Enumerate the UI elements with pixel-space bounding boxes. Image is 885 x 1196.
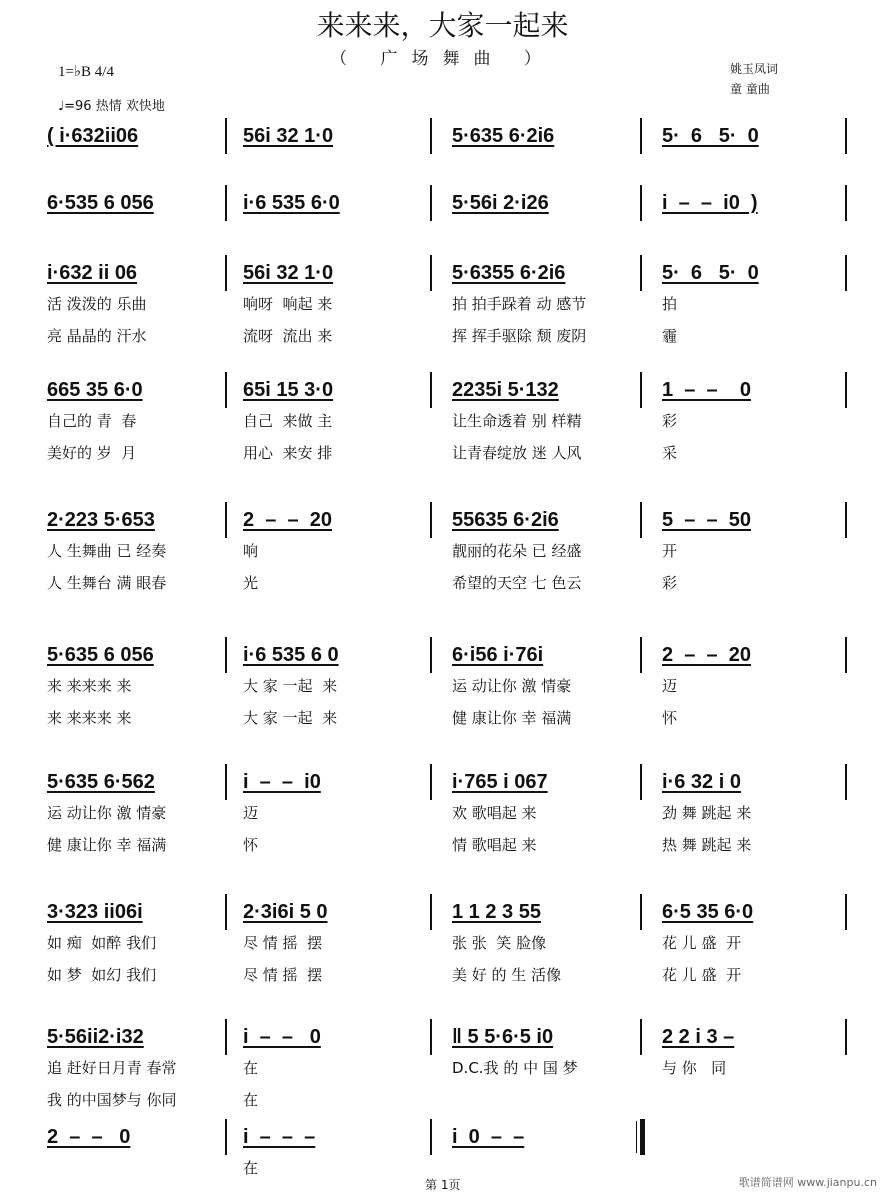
lyric-line-2: 挥 挥手驱除 颓 废阴 (452, 327, 587, 345)
lyric-line-2: 采 (662, 444, 678, 462)
measure-notes: 2235i 5·132 (452, 379, 559, 401)
measure-notes: 6·535 6 056 (47, 192, 154, 214)
measure-notes: 2 2 i 3 – (662, 1026, 735, 1048)
lyric-line-2: 流呀 流出 来 (243, 327, 333, 345)
measure-notes: 65i 15 3·0 (243, 379, 334, 401)
measure-notes: ( i·632ii06 (47, 125, 139, 147)
lyric-line-1: 活 泼泼的 乐曲 (47, 295, 147, 313)
lyric-line-1: 响 (243, 542, 259, 560)
bar-line (640, 255, 642, 291)
bar-line (225, 185, 227, 221)
page-number: 第 1页 (425, 1178, 461, 1192)
lyric-line-1: 迈 (662, 677, 678, 695)
measure-notes: 2·3i6i 5 0 (243, 901, 328, 923)
bar-line (430, 502, 432, 538)
lyric-line-2: 尽 情 摇 摆 (243, 966, 323, 984)
measure-notes: i·6 535 6·0 (243, 192, 340, 214)
measure-notes: 5·635 6 056 (47, 644, 154, 666)
lyric-line-1: 拍 拍手跺着 动 感节 (452, 295, 587, 313)
lyric-line-1: 尽 情 摇 摆 (243, 934, 323, 952)
measure-notes: i – – 0 (243, 1026, 321, 1048)
lyric-line-2: 来 来来来 来 (47, 709, 132, 727)
measure-notes: 55635 6·2i6 (452, 509, 559, 531)
lyric-line-2: 怀 (243, 836, 259, 854)
bar-line (225, 637, 227, 673)
lyric-line-2: 花 儿 盛 开 (662, 966, 742, 984)
lyric-line-1: 在 (243, 1159, 259, 1177)
lyric-line-1: 自己 来做 主 (243, 412, 333, 430)
tempo-marking: ♩=96 热情 欢快地 (58, 99, 165, 114)
measure-notes: i·6 32 i 0 (662, 771, 741, 793)
lyric-line-2: 健 康让你 幸 福满 (47, 836, 167, 854)
measure-notes: 5· 6 5· 0 (662, 262, 759, 284)
lyric-line-2: 光 (243, 574, 259, 592)
bar-line (430, 1019, 432, 1055)
bar-line (430, 764, 432, 800)
composer: 童 童曲 (730, 82, 770, 96)
song-title: 来来来，大家一起来 (316, 9, 569, 42)
measure-notes: 6·5 35 6·0 (662, 901, 754, 923)
lyric-line-1: 与 你 同 (662, 1059, 727, 1077)
measure-notes: i·6 535 6 0 (243, 644, 339, 666)
measure-notes: 1 – – 0 (662, 379, 751, 401)
bar-line (845, 372, 847, 408)
bar-line (430, 118, 432, 154)
lyric-line-2: 用心 来安 排 (243, 444, 333, 462)
lyric-line-2: 热 舞 跳起 来 (662, 836, 752, 854)
measure-notes: 2·223 5·653 (47, 509, 155, 531)
bar-line (845, 764, 847, 800)
bar-line (225, 372, 227, 408)
lyric-line-2: 美 好 的 生 活像 (452, 966, 562, 984)
bar-line (640, 894, 642, 930)
bar-line (225, 502, 227, 538)
lyric-line-1: 靓丽的花朵 已 经盛 (452, 542, 582, 560)
lyric-line-1: 迈 (243, 804, 259, 822)
bar-line (430, 372, 432, 408)
bar-line (845, 502, 847, 538)
bar-line (640, 1019, 642, 1055)
lyric-line-1: 运 动让你 激 情豪 (452, 677, 572, 695)
measure-notes: i – – i0 (243, 771, 321, 793)
measure-notes: 5· 6 5· 0 (662, 125, 759, 147)
measure-notes: 1 1 2 3 55 (452, 901, 541, 923)
bar-line (640, 1119, 645, 1155)
lyric-line-1: 如 痴 如醉 我们 (47, 934, 157, 952)
measure-notes: i·765 i 067 (452, 771, 548, 793)
measure-notes: 5·635 6·2i6 (452, 125, 555, 147)
bar-line (640, 372, 642, 408)
measure-notes: 5·635 6·562 (47, 771, 155, 793)
bar-line (640, 637, 642, 673)
bar-line (225, 1119, 227, 1155)
lyric-line-1: 大 家 一起 来 (243, 677, 338, 695)
measure-notes: i 0 – – (452, 1126, 525, 1148)
lyric-line-2: 健 康让你 幸 福满 (452, 709, 572, 727)
bar-line (225, 118, 227, 154)
measure-notes: 2 – – 20 (662, 644, 751, 666)
lyric-line-1: 追 赶好日月青 春常 (47, 1059, 177, 1077)
measure-notes: 56i 32 1·0 (243, 262, 334, 284)
bar-line (845, 637, 847, 673)
lyricist: 姚玉凤词 (730, 62, 779, 76)
lyric-line-2: 人 生舞台 满 眼春 (47, 574, 167, 592)
lyric-line-2: 亮 晶晶的 汗水 (47, 327, 147, 345)
measure-notes: i·632 ii 06 (47, 262, 138, 284)
lyric-line-2: 怀 (662, 709, 678, 727)
measure-notes: ‖ 5 5·6·5 i0 (452, 1026, 554, 1048)
bar-line (430, 637, 432, 673)
bar-line (845, 894, 847, 930)
lyric-line-2: 大 家 一起 来 (243, 709, 338, 727)
measure-notes: 6·i56 i·76i (452, 644, 544, 666)
lyric-line-1: 花 儿 盛 开 (662, 934, 742, 952)
bar-line (845, 1019, 847, 1055)
measure-notes: 5·56ii2·i32 (47, 1026, 144, 1048)
lyric-line-2: 彩 (662, 574, 678, 592)
lyric-line-2: 如 梦 如幻 我们 (47, 966, 157, 984)
lyric-line-2: 情 歌唱起 来 (452, 836, 537, 854)
lyric-line-2: 霾 (662, 327, 678, 345)
bar-line (430, 1119, 432, 1155)
lyric-line-1: 来 来来来 来 (47, 677, 132, 695)
lyric-line-1: D.C.我 的 中 国 梦 (452, 1059, 578, 1077)
bar-line (430, 255, 432, 291)
measure-notes: 5·6355 6·2i6 (452, 262, 566, 284)
lyric-line-1: 劲 舞 跳起 来 (662, 804, 752, 822)
bar-line (640, 118, 642, 154)
lyric-line-1: 张 张 笑 脸像 (452, 934, 547, 952)
measure-notes: 3·323 ii06i (47, 901, 143, 923)
song-subtitle: （ 广场舞曲 ） (330, 49, 555, 69)
lyric-line-1: 在 (243, 1059, 259, 1077)
bar-line (225, 764, 227, 800)
lyric-line-1: 运 动让你 激 情豪 (47, 804, 167, 822)
lyric-line-2: 美好的 岁 月 (47, 444, 137, 462)
measure-notes: 5 – – 50 (662, 509, 751, 531)
bar-line (430, 894, 432, 930)
measure-notes: 665 35 6·0 (47, 379, 143, 401)
lyric-line-2: 我 的中国梦与 你同 (47, 1091, 177, 1109)
measure-notes: i – – – (243, 1126, 316, 1148)
key-signature: 1=♭B 4/4 (58, 64, 114, 80)
lyric-line-1: 拍 (662, 295, 678, 313)
lyric-line-1: 欢 歌唱起 来 (452, 804, 537, 822)
watermark: 歌谱简谱网 www.jianpu.cn (738, 1176, 877, 1189)
measure-notes: 56i 32 1·0 (243, 125, 334, 147)
bar-line (225, 894, 227, 930)
lyric-line-1: 开 (662, 542, 678, 560)
lyric-line-1: 让生命透着 别 样精 (452, 412, 582, 430)
bar-line (640, 185, 642, 221)
bar-line (430, 185, 432, 221)
bar-line (845, 255, 847, 291)
bar-line (845, 118, 847, 154)
bar-line (640, 764, 642, 800)
bar-line (845, 185, 847, 221)
lyric-line-1: 响呀 响起 来 (243, 295, 333, 313)
lyric-line-1: 人 生舞曲 已 经奏 (47, 542, 167, 560)
lyric-line-1: 自己的 青 春 (47, 412, 137, 430)
bar-line (225, 255, 227, 291)
measure-notes: 2 – – 0 (47, 1126, 131, 1148)
lyric-line-2: 希望的天空 七 色云 (452, 574, 582, 592)
measure-notes: i – – i0 ) (662, 192, 758, 214)
measure-notes: 5·56i 2·i26 (452, 192, 549, 214)
lyric-line-2: 让青春绽放 迷 人风 (452, 444, 582, 462)
lyric-line-1: 彩 (662, 412, 678, 430)
bar-line (640, 502, 642, 538)
measure-notes: 2 – – 20 (243, 509, 332, 531)
bar-line (225, 1019, 227, 1055)
lyric-line-2: 在 (243, 1091, 259, 1109)
